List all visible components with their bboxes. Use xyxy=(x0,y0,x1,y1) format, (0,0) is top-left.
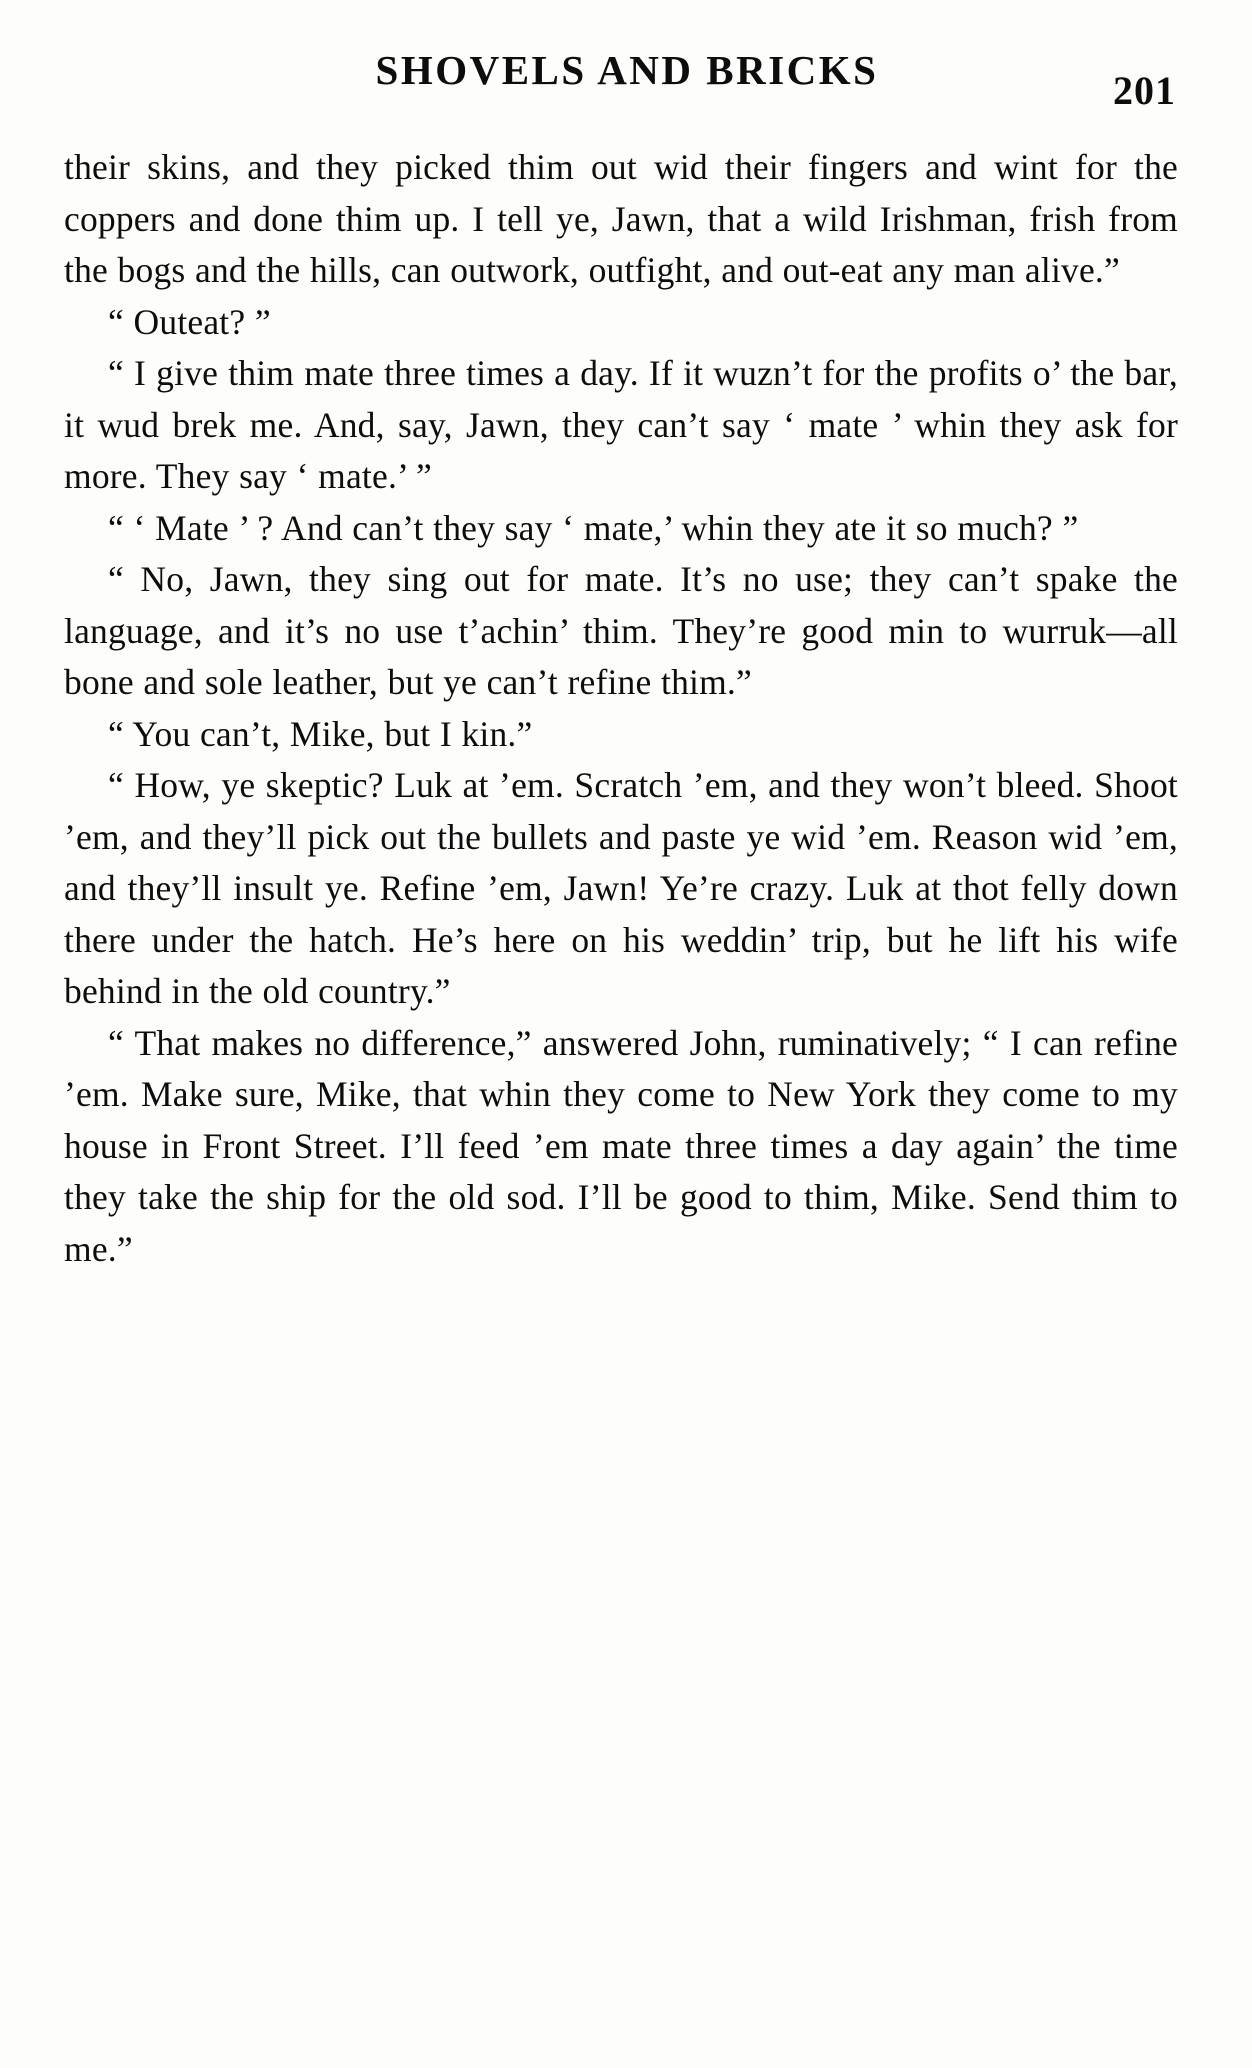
paragraph: “ No, Jawn, they sing out for mate. It’s no use; they can’t spake the language, and it’s no use t’achin’ thim. They’re good min to wurruk—all bone and sole leather, but ye can’t refine thim.” xyxy=(64,559,1178,702)
paragraph: “ I give thim mate three times a day. If it wuzn’t for the profits o’ the bar, it wud brek me. And, say, Jawn, they can’t say ‘ mate ’ whin they ask for more. They say ‘ mate.’ ” xyxy=(64,353,1178,496)
paragraph: “ How, ye skeptic? Luk at ’em. Scratch ’em, and they won’t bleed. Shoot ’em, and they’ll pick out the bullets and paste ye wid ’em. Reason wid ’em, and they’ll insult ye. Refine ’em, Jawn! Ye’re crazy. Luk at thot felly down there under the hatch. He’s here on his weddin’ trip, but he lift his wife behind in the old country.” xyxy=(64,765,1178,1011)
paragraph: “ Outeat? ” xyxy=(108,301,271,342)
page-number: 201 xyxy=(1113,68,1176,113)
running-head xyxy=(70,46,1184,116)
paragraph: “ That makes no difference,” answered John, ruminatively; “ I can refine ’em. Make sure, Mike, that whin they come to New York they come to my house in Front Street. I’ll feed ’em mate three times a day again’ the time they take the ship for the old sod. I’ll be good to thim, Mike. Send thim to me.” xyxy=(64,1022,1178,1269)
paragraph: “ ‘ Mate ’ ? And can’t they say ‘ mate,’ whin they ate it so much? ” xyxy=(108,507,1079,548)
paragraph: their skins, and they picked thim out wid their fingers and wint for the coppers and done thim up. I tell ye, Jawn, that a wild Irishman, frish from the bogs and the hills, can outwork, outfight, and out-eat any man alive.” xyxy=(64,147,1178,290)
paragraph: “ You can’t, Mike, but I kin.” xyxy=(108,713,533,754)
body-text xyxy=(46,142,1192,1275)
page-title: SHOVELS AND BRICKS xyxy=(375,47,879,93)
